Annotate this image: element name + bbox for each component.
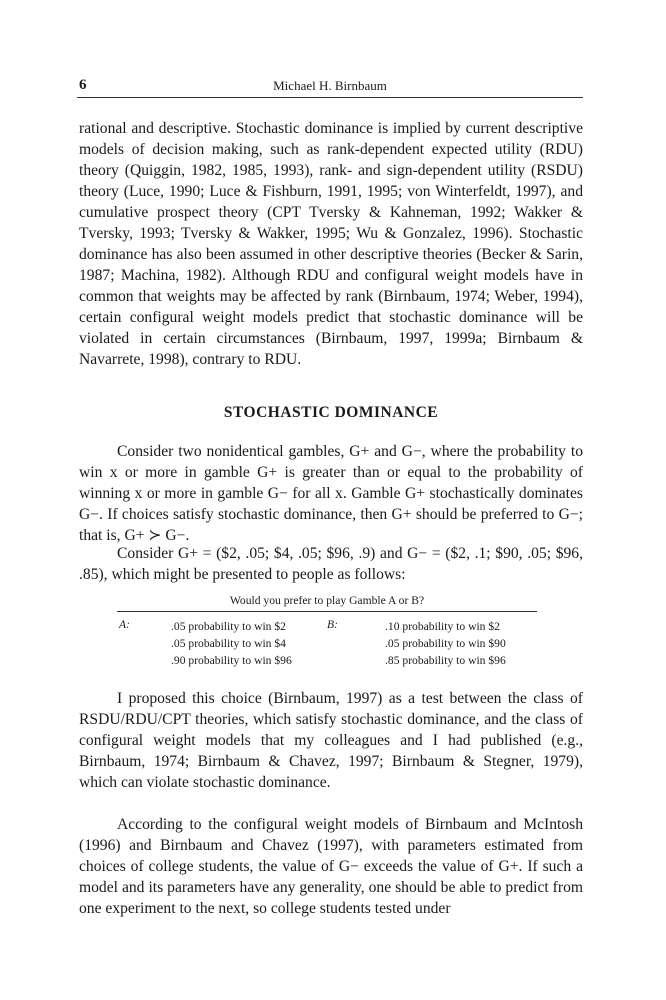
gamble-b-item: .85 probability to win $96 <box>385 654 506 667</box>
gamble-a-label: A: <box>119 618 130 631</box>
gamble-b-item: .05 probability to win $90 <box>385 637 506 650</box>
paragraph-text: rational and descriptive. Stochastic dominance is implied by current descriptive models of decision making, such as rank-dependent expected utility (RDU) theory (Quiggin, 1982, 1985, 1993), rank- and sign-dependent utility (RSDU) theory (Luce, 1990; Luce & Fishburn, 1991, 1995; von Winterfeldt, 1997), and cumulative prospect theory (CPT Tversky & Kahneman, 1992; Wakker & Tversky, 1993; Tversky & Wakker, 1995; Wu & Gonzalez, 1996). Stochastic dominance has also been assumed in other descriptive theories (Becker & Sarin, 1987; Machina, 1982). Although RDU and configural weight models have in common that weights may be affected by rank (Birnbaum, 1974; Weber, 1994), certain configural weight models predict that stochastic dominance will be violated in certain circumstances (Birnbaum, 1997, 1999a; Birnbaum & Navarrete, 1998), contrary to RDU. <box>79 120 583 368</box>
running-head: Michael H. Birnbaum <box>273 78 387 93</box>
gamble-choice-figure <box>117 593 537 678</box>
gamble-a-item: .90 probability to win $96 <box>171 654 292 667</box>
gamble-a-list <box>171 618 292 669</box>
paragraph-configural <box>79 814 583 919</box>
paragraph-text: I proposed this choice (Birnbaum, 1997) as a test between the class of RSDU/RDU/CPT theories, which satisfy stochastic dominance, and the class of configural weight models that my colleagues and I had published (e.g., Birnbaum, 1974; Birnbaum & Chavez, 1997; Birnbaum & Stegner, 1979), which can violate stochastic dominance. <box>79 690 583 791</box>
figure-body <box>117 618 537 678</box>
gamble-b-list <box>385 618 506 669</box>
paragraph-definition <box>79 441 583 546</box>
paragraph-intro <box>79 118 583 370</box>
paragraph-text: Consider G+ = ($2, .05; $4, .05; $96, .9) and G− = ($2, .1; $90, .05; $96, .85), which might be presented to people as follows: <box>79 545 583 583</box>
paragraph-proposal <box>79 688 583 793</box>
gamble-b-item: .10 probability to win $2 <box>385 620 500 633</box>
gamble-a-item: .05 probability to win $2 <box>171 620 286 633</box>
paragraph-text: According to the configural weight models of Birnbaum and McIntosh (1996) and Birnbaum and Chavez (1997), with parameters estimated from choices of college students, the value of G− exceeds the value of G+. If such a model and its parameters have any generality, one should be able to predict from one experiment to the next, so college students tested under <box>79 816 583 917</box>
section-heading: STOCHASTIC DOMINANCE <box>223 404 439 421</box>
gamble-b-label: B: <box>327 618 338 631</box>
paragraph-text: Consider two nonidentical gambles, G+ and G−, where the probability to win x or more in gamble G+ is greater than or equal to the probability of winning x or more in gamble G− for all x. Gamble G+ stochastically dominates G−. If choices satisfy stochastic dominance, then G+ should be preferred to G−; that is, G+ ≻ G−. <box>79 443 583 544</box>
gamble-a-item: .05 probability to win $4 <box>171 637 286 650</box>
page-number: 6 <box>79 77 87 93</box>
figure-rule <box>117 611 537 612</box>
paragraph-example <box>79 543 583 585</box>
page-header <box>77 77 583 98</box>
figure-caption: Would you prefer to play Gamble A or B? <box>229 594 425 607</box>
